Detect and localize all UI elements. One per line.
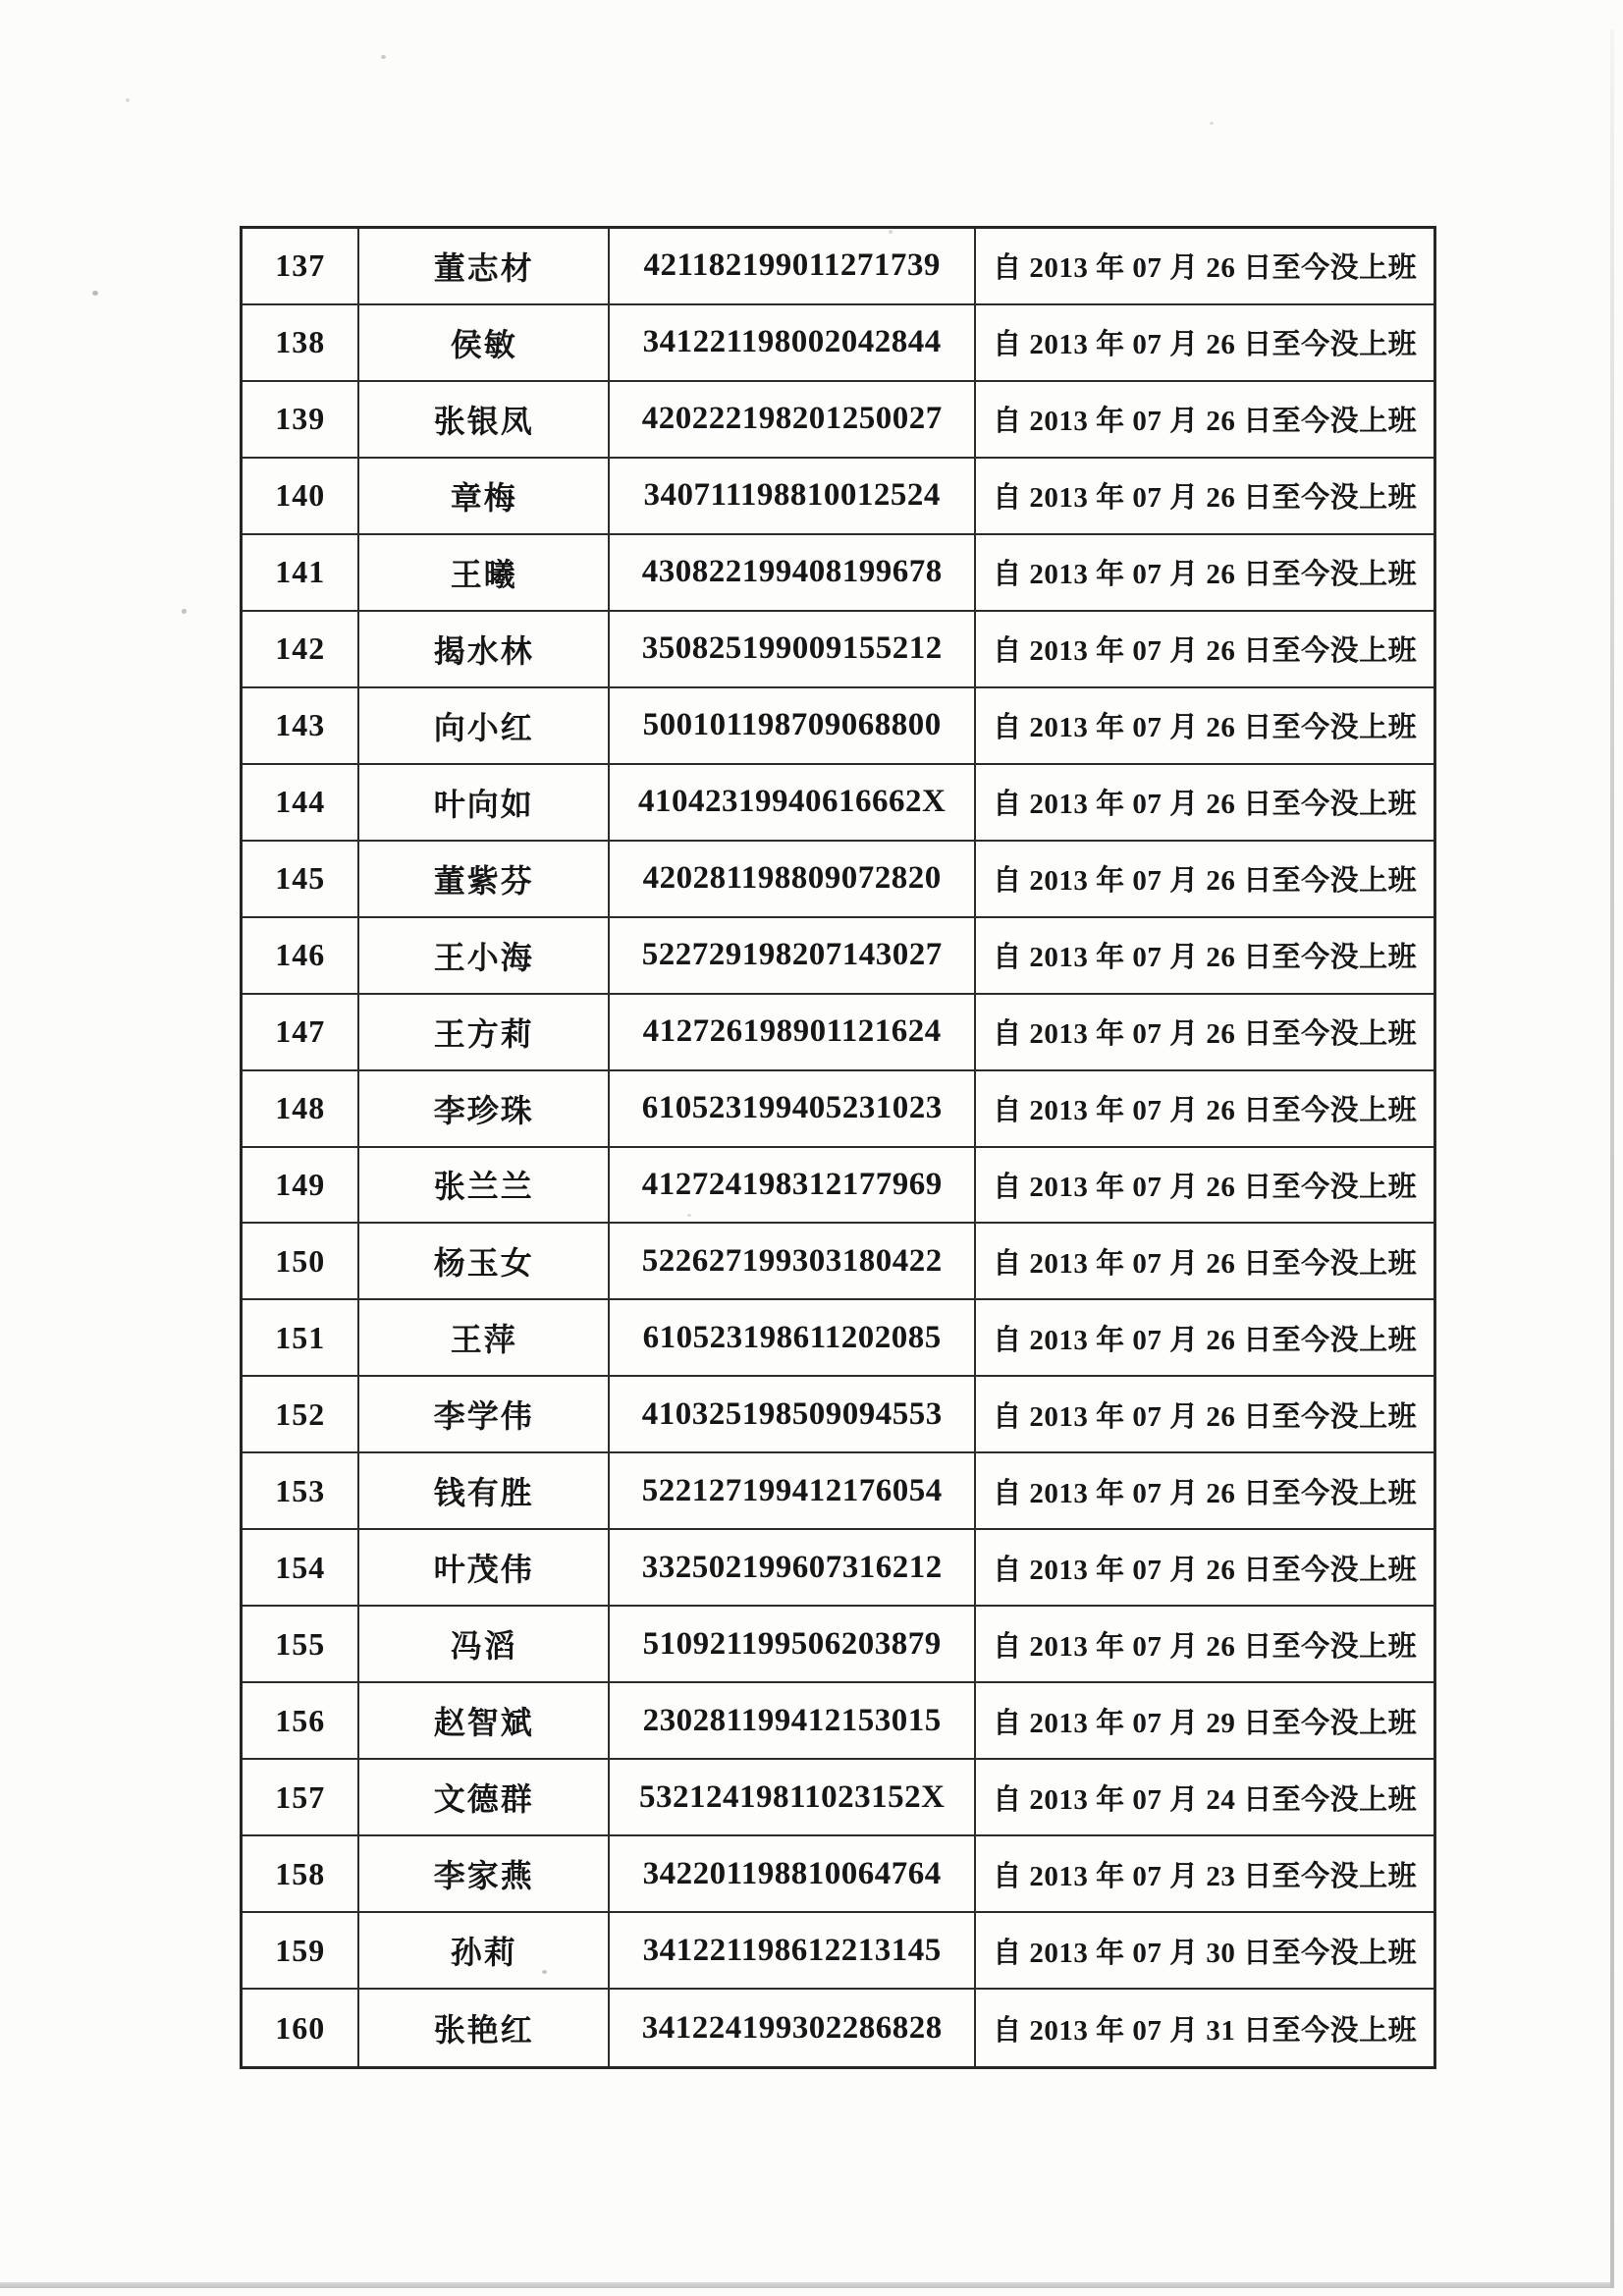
id-number-cell: 342201198810064764 — [610, 1836, 976, 1913]
id-number-cell: 410325198509094553 — [610, 1377, 976, 1453]
id-number-cell: 41042319940616662X — [610, 765, 976, 842]
scan-speck — [381, 55, 386, 59]
table-row — [243, 1990, 1434, 2066]
scan-page-bottom-edge — [0, 2282, 1614, 2288]
id-number-cell: 420222198201250027 — [610, 382, 976, 459]
row-number-cell: 157 — [243, 1760, 359, 1836]
table-row — [243, 612, 1434, 688]
table-row — [243, 1148, 1434, 1225]
employee-name-cell: 赵智斌 — [359, 1683, 610, 1760]
table-row — [243, 535, 1434, 612]
employee-name-cell: 孙莉 — [359, 1913, 610, 1990]
employee-name-cell: 董志材 — [359, 229, 610, 305]
id-number-cell: 500101198709068800 — [610, 688, 976, 765]
absence-status-cell: 自 2013 年 07 月 29 日至今没上班 — [976, 1683, 1434, 1760]
absence-status-cell: 自 2013 年 07 月 26 日至今没上班 — [976, 1530, 1434, 1607]
id-number-cell: 430822199408199678 — [610, 535, 976, 612]
row-number-cell: 143 — [243, 688, 359, 765]
table-row — [243, 765, 1434, 842]
employee-name-cell: 李珍珠 — [359, 1071, 610, 1148]
row-number-cell: 137 — [243, 229, 359, 305]
table-row — [243, 1760, 1434, 1836]
absence-status-cell: 自 2013 年 07 月 26 日至今没上班 — [976, 612, 1434, 688]
table-row — [243, 1607, 1434, 1683]
table-row — [243, 688, 1434, 765]
absence-status-cell: 自 2013 年 07 月 26 日至今没上班 — [976, 765, 1434, 842]
scan-speck — [889, 230, 893, 234]
scan-speck — [126, 98, 130, 102]
employee-name-cell: 张兰兰 — [359, 1148, 610, 1225]
row-number-cell: 141 — [243, 535, 359, 612]
row-number-cell: 154 — [243, 1530, 359, 1607]
table-row — [243, 1453, 1434, 1530]
absence-status-cell: 自 2013 年 07 月 26 日至今没上班 — [976, 305, 1434, 382]
row-number-cell: 152 — [243, 1377, 359, 1453]
id-number-cell: 340711198810012524 — [610, 459, 976, 535]
employee-name-cell: 王方莉 — [359, 995, 610, 1071]
absence-status-cell: 自 2013 年 07 月 26 日至今没上班 — [976, 1607, 1434, 1683]
id-number-cell: 421182199011271739 — [610, 229, 976, 305]
id-number-cell: 510921199506203879 — [610, 1607, 976, 1683]
absence-status-cell: 自 2013 年 07 月 24 日至今没上班 — [976, 1760, 1434, 1836]
row-number-cell: 142 — [243, 612, 359, 688]
employee-name-cell: 李学伟 — [359, 1377, 610, 1453]
table-row — [243, 918, 1434, 995]
scan-page-right-edge — [1610, 29, 1614, 2288]
absence-status-cell: 自 2013 年 07 月 26 日至今没上班 — [976, 1148, 1434, 1225]
id-number-cell: 412724198312177969 — [610, 1148, 976, 1225]
absence-status-cell: 自 2013 年 07 月 26 日至今没上班 — [976, 688, 1434, 765]
employee-name-cell: 揭水林 — [359, 612, 610, 688]
id-number-cell: 610523198611202085 — [610, 1300, 976, 1377]
absence-status-cell: 自 2013 年 07 月 26 日至今没上班 — [976, 229, 1434, 305]
table-row — [243, 1300, 1434, 1377]
id-number-cell: 53212419811023152X — [610, 1760, 976, 1836]
absence-status-cell: 自 2013 年 07 月 23 日至今没上班 — [976, 1836, 1434, 1913]
row-number-cell: 138 — [243, 305, 359, 382]
id-number-cell: 350825199009155212 — [610, 612, 976, 688]
employee-name-cell: 李家燕 — [359, 1836, 610, 1913]
id-number-cell: 341221198612213145 — [610, 1913, 976, 1990]
employee-name-cell: 王曦 — [359, 535, 610, 612]
table-row — [243, 382, 1434, 459]
id-number-cell: 522729198207143027 — [610, 918, 976, 995]
absence-status-cell: 自 2013 年 07 月 26 日至今没上班 — [976, 1224, 1434, 1300]
table-row — [243, 995, 1434, 1071]
id-number-cell: 420281198809072820 — [610, 842, 976, 918]
absence-status-cell: 自 2013 年 07 月 26 日至今没上班 — [976, 995, 1434, 1071]
row-number-cell: 160 — [243, 1990, 359, 2066]
employee-name-cell: 文德群 — [359, 1760, 610, 1836]
employee-name-cell: 王萍 — [359, 1300, 610, 1377]
table-row — [243, 1530, 1434, 1607]
absence-status-cell: 自 2013 年 07 月 26 日至今没上班 — [976, 535, 1434, 612]
employee-name-cell: 侯敏 — [359, 305, 610, 382]
id-number-cell: 341224199302286828 — [610, 1990, 976, 2066]
table-row — [243, 1683, 1434, 1760]
row-number-cell: 150 — [243, 1224, 359, 1300]
table-row — [243, 459, 1434, 535]
table-row — [243, 1836, 1434, 1913]
table-row — [243, 1224, 1434, 1300]
row-number-cell: 151 — [243, 1300, 359, 1377]
scan-speck — [92, 291, 98, 296]
table-row — [243, 1377, 1434, 1453]
id-number-cell: 610523199405231023 — [610, 1071, 976, 1148]
row-number-cell: 158 — [243, 1836, 359, 1913]
scan-speck — [182, 609, 187, 614]
id-number-cell: 230281199412153015 — [610, 1683, 976, 1760]
id-number-cell: 522627199303180422 — [610, 1224, 976, 1300]
table-row — [243, 842, 1434, 918]
absence-status-cell: 自 2013 年 07 月 31 日至今没上班 — [993, 2014, 1418, 2047]
row-number-cell: 147 — [243, 995, 359, 1071]
employee-name-cell: 叶向如 — [359, 765, 610, 842]
absence-status-cell: 自 2013 年 07 月 30 日至今没上班 — [976, 1913, 1434, 1990]
row-number-cell: 148 — [243, 1071, 359, 1148]
absence-status-cell: 自 2013 年 07 月 26 日至今没上班 — [976, 842, 1434, 918]
row-number-cell: 159 — [243, 1913, 359, 1990]
employee-name-cell: 章梅 — [359, 459, 610, 535]
employee-name-cell: 张银凤 — [359, 382, 610, 459]
table-row — [243, 1071, 1434, 1148]
employee-name-cell: 杨玉女 — [359, 1224, 610, 1300]
row-number-cell: 144 — [243, 765, 359, 842]
id-number-cell: 412726198901121624 — [610, 995, 976, 1071]
absence-status-cell: 自 2013 年 07 月 26 日至今没上班 — [976, 382, 1434, 459]
employee-name-cell: 向小红 — [359, 688, 610, 765]
row-number-cell: 140 — [243, 459, 359, 535]
employee-name-cell: 冯滔 — [359, 1607, 610, 1683]
row-number-cell: 139 — [243, 382, 359, 459]
employee-name-cell: 叶茂伟 — [359, 1530, 610, 1607]
attendance-table — [240, 226, 1436, 2069]
row-number-cell: 153 — [243, 1453, 359, 1530]
absence-status-cell: 自 2013 年 07 月 26 日至今没上班 — [976, 1071, 1434, 1148]
absence-status-cell: 自 2013 年 07 月 26 日至今没上班 — [976, 1377, 1434, 1453]
row-number-cell: 149 — [243, 1148, 359, 1225]
employee-name-cell: 董紫芬 — [359, 842, 610, 918]
id-number-cell: 522127199412176054 — [610, 1453, 976, 1530]
absence-status-cell: 自 2013 年 07 月 26 日至今没上班 — [976, 1300, 1434, 1377]
employee-name-cell: 钱有胜 — [359, 1453, 610, 1530]
employee-name-cell: 张艳红 — [359, 1990, 610, 2066]
table-row — [243, 1913, 1434, 1990]
id-number-cell: 332502199607316212 — [610, 1530, 976, 1607]
table-row — [243, 305, 1434, 382]
row-number-cell: 155 — [243, 1607, 359, 1683]
absence-status-cell: 自 2013 年 07 月 26 日至今没上班 — [976, 1453, 1434, 1530]
absence-status-cell: 自 2013 年 07 月 26 日至今没上班 — [976, 459, 1434, 535]
row-number-cell: 145 — [243, 842, 359, 918]
scan-speck — [1210, 122, 1214, 125]
absence-status-cell: 自 2013 年 07 月 26 日至今没上班 — [976, 918, 1434, 995]
scan-speck — [542, 1970, 547, 1974]
row-number-cell: 146 — [243, 918, 359, 995]
employee-name-cell: 王小海 — [359, 918, 610, 995]
scan-speck — [687, 1214, 691, 1217]
id-number-cell: 341221198002042844 — [610, 305, 976, 382]
table-row — [243, 229, 1434, 305]
row-number-cell: 156 — [243, 1683, 359, 1760]
